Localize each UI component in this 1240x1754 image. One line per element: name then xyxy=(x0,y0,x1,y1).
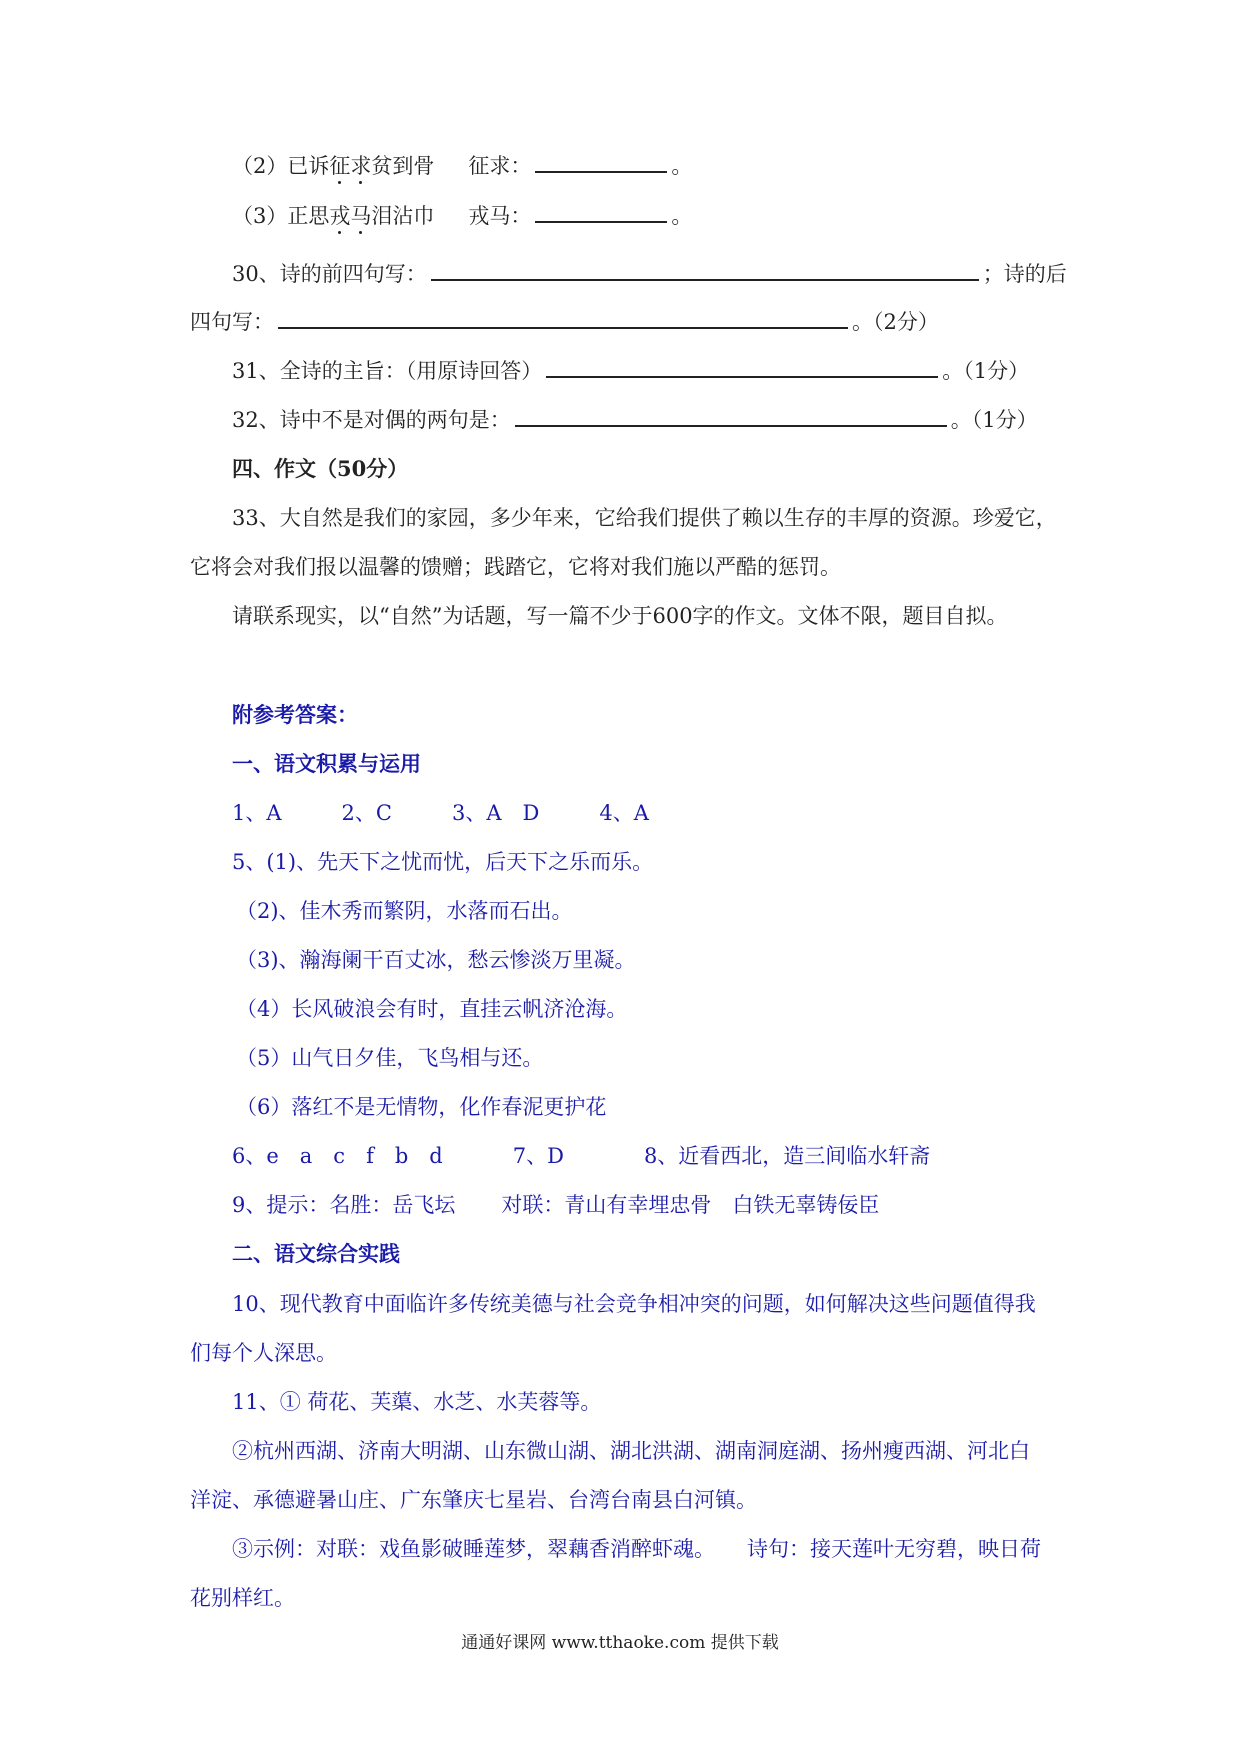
answer-7: 7、D xyxy=(512,1144,564,1168)
q32-text: 32、诗中不是对偶的两句是： xyxy=(232,408,511,432)
answer-4: 4、A xyxy=(599,801,649,825)
q29-item3-label: 戎马： xyxy=(468,204,532,228)
answers-section1: 一、语文积累与运用 xyxy=(232,751,421,776)
dotted-char: 求 xyxy=(350,154,372,178)
answer-11-1: 11、① 荷花、芙蕖、水芝、水芙蓉等。 xyxy=(232,1390,602,1414)
answer-1: 1、A xyxy=(232,801,282,825)
answer-11-3: 洋淀、承德避暑山庄、广东肇庆七星岩、台湾台南县白河镇。 xyxy=(190,1488,757,1512)
answer-11-2: ②杭州西湖、济南大明湖、山东微山湖、湖北洪湖、湖南洞庭湖、扬州瘦西湖、河北白 xyxy=(232,1439,1030,1463)
q29-item2-prefix: （2）已诉 xyxy=(232,154,330,178)
q29-item3 xyxy=(232,201,692,231)
answers-row-1-4 xyxy=(232,798,649,828)
answer-5-3: （3)、瀚海阑干百丈冰，愁云惨淡万里凝。 xyxy=(236,948,636,972)
q29-item2-label: 征求： xyxy=(468,154,532,178)
answer-2: 2、C xyxy=(341,801,392,825)
answer-blank[interactable] xyxy=(546,356,938,378)
answer-11-4 xyxy=(232,1534,1041,1564)
answer-9 xyxy=(232,1190,879,1220)
q29-item2 xyxy=(232,151,692,181)
q30-text: 四句写： xyxy=(190,310,274,334)
answer-11-couplet: ③示例：对联：戏鱼影破睡莲梦，翠藕香消醉虾魂。 xyxy=(232,1537,715,1561)
dotted-char: 马 xyxy=(350,204,372,228)
q33-line2: 它将会对我们报以温馨的馈赠；践踏它，它将对我们施以严酷的惩罚。 xyxy=(190,555,841,579)
page-footer: 通通好课网 www.tthaoke.com 提供下载 xyxy=(461,1633,779,1653)
q30-text: ；诗的后 xyxy=(982,262,1067,286)
answer-10-1: 10、现代教育中面临许多传统美德与社会竞争相冲突的问题，如何解决这些问题值得我 xyxy=(232,1292,1036,1316)
q32-line xyxy=(232,405,1038,435)
answer-9-couplet: 对联：青山有幸埋忠骨 白铁无辜铸佞臣 xyxy=(501,1193,880,1217)
q30-line1 xyxy=(232,259,1067,289)
answer-8: 8、近看西北，造三间临水轩斋 xyxy=(643,1144,931,1168)
dotted-char: 征 xyxy=(329,154,351,178)
q33-line1: 33、大自然是我们的家园，多少年来，它给我们提供了赖以生存的丰厚的资源。珍爱它， xyxy=(232,506,1057,530)
q30-line2 xyxy=(190,307,939,337)
dotted-char: 戎 xyxy=(329,204,351,228)
answer-blank[interactable] xyxy=(515,405,947,427)
q31-text: 。（1分） xyxy=(942,359,1030,383)
answer-5-1: 5、(1)、先天下之忧而忧，后天下之乐而乐。 xyxy=(232,850,654,874)
q33-line3: 请联系现实，以“自然”为话题，写一篇不少于600字的作文。文体不限，题目自拟。 xyxy=(232,604,1008,628)
answer-blank[interactable] xyxy=(535,151,667,173)
answer-11-poem: 诗句：接天莲叶无穷碧，映日荷 xyxy=(747,1537,1041,1561)
answer-6: 6、e a c f b d xyxy=(232,1144,443,1168)
answers-section2: 二、语文综合实践 xyxy=(232,1241,400,1266)
answer-blank[interactable] xyxy=(535,201,667,223)
answer-10-2: 们每个人深思。 xyxy=(190,1341,337,1365)
answer-blank[interactable] xyxy=(278,307,848,329)
section4-title: 四、作文（50分） xyxy=(232,456,409,481)
q29-item2-end: 。 xyxy=(671,154,693,178)
answer-5-5: （5）山气日夕佳，飞鸟相与还。 xyxy=(236,1046,544,1070)
answer-5-4: （4）长风破浪会有时，直挂云帆济沧海。 xyxy=(236,997,628,1021)
q30-text: 30、诗的前四句写： xyxy=(232,262,427,286)
q32-text: 。（1分） xyxy=(950,408,1038,432)
answer-9-hint: 9、提示：名胜：岳飞坛 xyxy=(232,1193,456,1217)
q31-text: 31、全诗的主旨：（用原诗回答） xyxy=(232,359,543,383)
answer-11-5: 花别样红。 xyxy=(190,1586,295,1610)
q29-item2-rest: 贫到骨 xyxy=(371,154,435,178)
answers-row-6-8 xyxy=(232,1141,930,1171)
q30-text: 。（2分） xyxy=(852,310,939,334)
answer-5-2: （2)、佳木秀而繁阴，水落而石出。 xyxy=(236,899,573,923)
answer-5-6: （6）落红不是无情物，化作春泥更护花 xyxy=(236,1095,607,1119)
q31-line xyxy=(232,356,1029,386)
q29-item3-rest: 泪沾巾 xyxy=(371,204,435,228)
answer-blank[interactable] xyxy=(431,259,979,281)
answers-title: 附参考答案： xyxy=(232,702,358,727)
q29-item3-end: 。 xyxy=(671,204,693,228)
answer-3: 3、A D xyxy=(451,801,540,825)
q29-item3-prefix: （3）正思 xyxy=(232,204,330,228)
